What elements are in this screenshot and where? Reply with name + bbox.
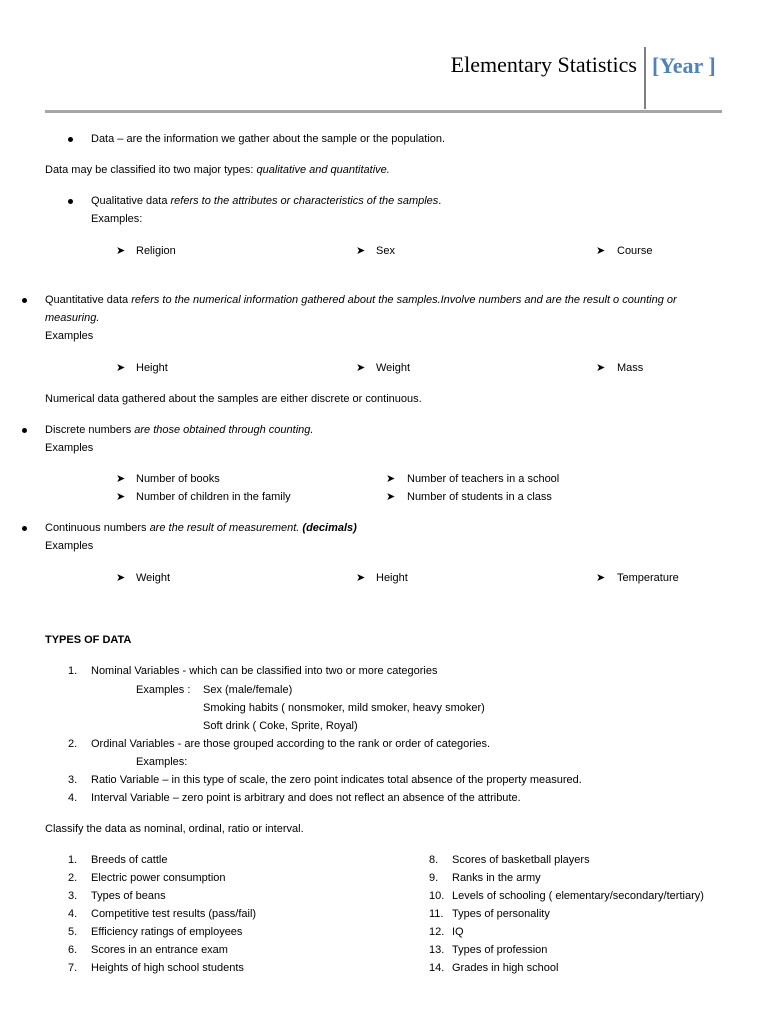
- discrete-examples-label: Examples: [45, 442, 94, 454]
- list-item: Number of books: [136, 473, 220, 485]
- list-item: Levels of schooling ( elementary/secondary/tertiary): [452, 890, 704, 902]
- list-number: 2.: [68, 738, 78, 750]
- list-item: Types of beans: [91, 890, 166, 902]
- numerical-note: Numerical data gathered about the samples are either discrete or continuous.: [45, 393, 422, 405]
- list-item: Scores in an entrance exam: [91, 944, 228, 956]
- qualitative-desc: refers to the attributes or characteristics of the samples: [170, 195, 439, 207]
- list-number: 4.: [68, 908, 78, 920]
- quantitative-desc-cont: [45, 312, 99, 324]
- bullet-icon: [68, 137, 73, 142]
- list-number: 5.: [68, 926, 78, 938]
- arrow-bullet-icon: ➤: [596, 572, 606, 584]
- continuous-definition: [45, 522, 357, 534]
- arrow-bullet-icon: ➤: [596, 245, 606, 257]
- list-number: 2.: [68, 872, 78, 884]
- bullet-icon: [68, 199, 73, 204]
- discrete-desc: are those obtained through counting.: [134, 424, 314, 436]
- document-title: Elementary Statistics: [450, 52, 637, 77]
- continuous-lead: Continuous numbers: [45, 522, 150, 534]
- arrow-bullet-icon: ➤: [116, 473, 126, 485]
- types-heading: TYPES OF DATA: [45, 634, 132, 646]
- list-number: 9.: [429, 872, 439, 884]
- list-item: Types of profession: [452, 944, 548, 956]
- qualitative-examples-label: Examples:: [91, 213, 143, 225]
- arrow-bullet-icon: ➤: [386, 491, 396, 503]
- arrow-bullet-icon: ➤: [116, 572, 126, 584]
- list-item: Grades in high school: [452, 962, 559, 974]
- list-item: Sex (male/female): [203, 684, 293, 696]
- header-rule: [45, 110, 722, 113]
- header-divider: [644, 47, 646, 109]
- data-definition: Data – are the information we gather about the sample or the population.: [91, 133, 446, 145]
- list-item: Height: [136, 362, 168, 374]
- list-number: 4.: [68, 792, 78, 804]
- continuous-examples-label: Examples: [45, 540, 94, 552]
- classification-types: qualitative and quantitative.: [256, 164, 390, 176]
- list-item: Sex: [376, 245, 395, 257]
- list-item: Breeds of cattle: [91, 854, 168, 866]
- arrow-bullet-icon: ➤: [356, 572, 366, 584]
- arrow-bullet-icon: ➤: [596, 362, 606, 374]
- list-number: 12.: [429, 926, 445, 938]
- list-item: Temperature: [617, 572, 679, 584]
- list-item: Height: [376, 572, 408, 584]
- list-item: Electric power consumption: [91, 872, 226, 884]
- classification-text: Data may be classified ito two major types:: [45, 164, 257, 176]
- arrow-bullet-icon: ➤: [356, 362, 366, 374]
- arrow-bullet-icon: ➤: [116, 245, 126, 257]
- arrow-bullet-icon: ➤: [356, 245, 366, 257]
- classify-prompt: Classify the data as nominal, ordinal, ratio or interval.: [45, 823, 304, 835]
- list-item: Ratio Variable – in this type of scale, the zero point indicates total absence of the property measured.: [91, 774, 582, 786]
- list-item: Scores of basketball players: [452, 854, 590, 866]
- list-item: Interval Variable – zero point is arbitrary and does not reflect an absence of the attribute.: [91, 792, 521, 804]
- list-item: Ordinal Variables - are those grouped according to the rank or order of categories.: [91, 738, 491, 750]
- list-number: 6.: [68, 944, 78, 956]
- list-number: 13.: [429, 944, 445, 956]
- classification-sentence: [45, 164, 390, 176]
- discrete-definition: [45, 424, 313, 436]
- list-number: 8.: [429, 854, 439, 866]
- qualitative-lead: Qualitative data: [91, 195, 171, 207]
- arrow-bullet-icon: ➤: [386, 473, 396, 485]
- list-item: Smoking habits ( nonsmoker, mild smoker, heavy smoker): [203, 702, 485, 714]
- bullet-icon: [22, 428, 27, 433]
- list-item: IQ: [452, 926, 464, 938]
- nominal-examples-label: Examples :: [136, 684, 191, 696]
- list-number: 7.: [68, 962, 78, 974]
- list-number: 11.: [429, 908, 444, 920]
- qualitative-tail: .: [438, 195, 442, 207]
- list-item: Mass: [617, 362, 644, 374]
- list-item: Types of personality: [452, 908, 550, 920]
- list-item: Efficiency ratings of employees: [91, 926, 243, 938]
- list-item: Competitive test results (pass/fail): [91, 908, 257, 920]
- year-placeholder[interactable]: [Year ]: [652, 53, 716, 78]
- quantitative-definition: [45, 294, 677, 306]
- list-item: Heights of high school students: [91, 962, 244, 974]
- list-item: Ranks in the army: [452, 872, 541, 884]
- list-number: 3.: [68, 890, 78, 902]
- list-number: 14.: [429, 962, 445, 974]
- list-item: Course: [617, 245, 653, 257]
- list-item: Number of students in a class: [407, 491, 552, 503]
- list-item: Number of children in the family: [136, 491, 291, 503]
- continuous-desc: are the result of measurement.: [149, 522, 303, 534]
- list-number: 3.: [68, 774, 78, 786]
- quantitative-desc-end: measuring.: [45, 312, 100, 324]
- quantitative-lead: Quantitative data: [45, 294, 132, 306]
- discrete-lead: Discrete numbers: [45, 424, 135, 436]
- continuous-decimals: (decimals): [302, 522, 357, 534]
- quantitative-examples-label: Examples: [45, 330, 94, 342]
- bullet-icon: [22, 526, 27, 531]
- quantitative-desc: refers to the numerical information gathered about the samples.Involve numbers and are the result o counting or: [131, 294, 677, 306]
- list-item: Soft drink ( Coke, Sprite, Royal): [203, 720, 358, 732]
- bullet-icon: [22, 298, 27, 303]
- arrow-bullet-icon: ➤: [116, 362, 126, 374]
- list-item: Weight: [136, 572, 171, 584]
- list-item: Religion: [136, 245, 176, 257]
- ordinal-examples-label: Examples:: [136, 756, 188, 768]
- list-number: 1.: [68, 665, 78, 677]
- arrow-bullet-icon: ➤: [116, 491, 126, 503]
- list-number: 1.: [68, 854, 78, 866]
- list-item: Number of teachers in a school: [407, 473, 560, 485]
- list-item: Nominal Variables - which can be classified into two or more categories: [91, 665, 438, 677]
- list-item: Weight: [376, 362, 411, 374]
- qualitative-definition: [91, 195, 441, 207]
- list-number: 10.: [429, 890, 445, 902]
